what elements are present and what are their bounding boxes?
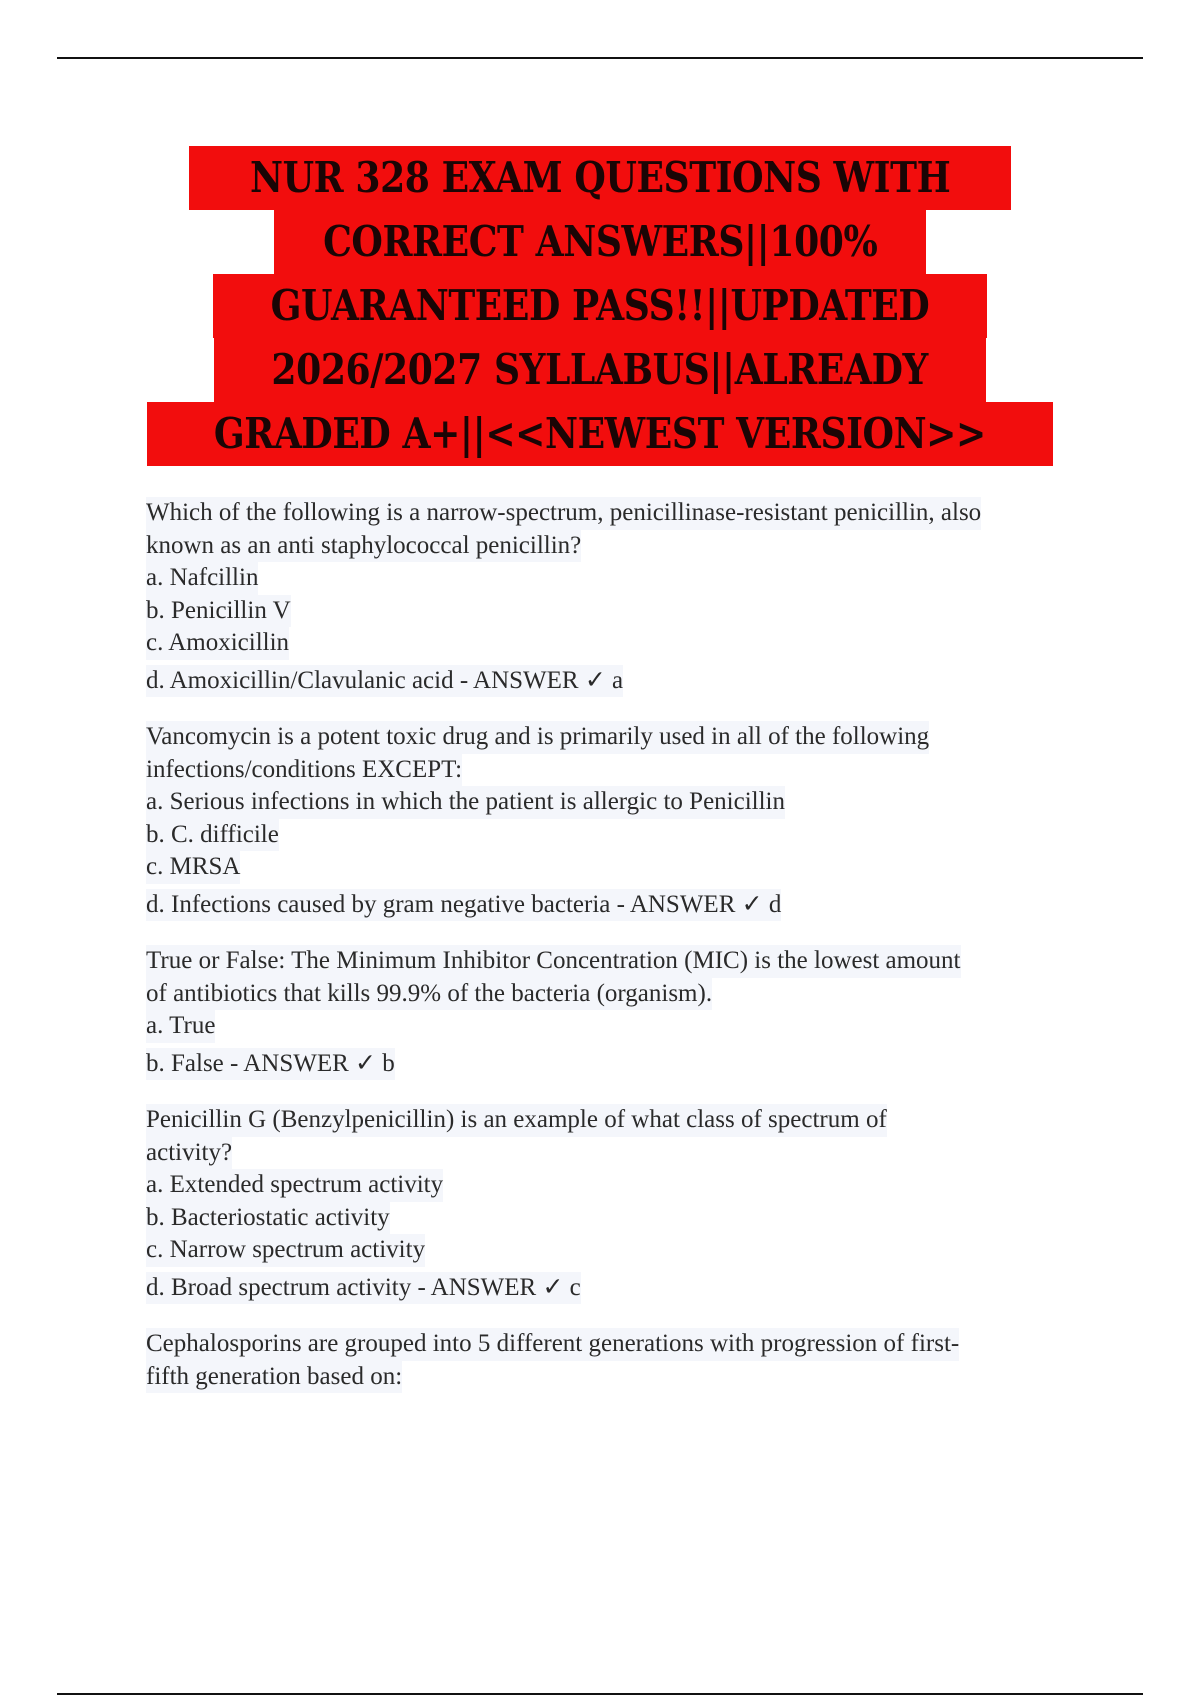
answer-option: a. Nafcillin <box>146 562 258 595</box>
question-block <box>146 497 1106 697</box>
answer-option-with-key: d. Amoxicillin/Clavulanic acid - ANSWER ✓ a <box>146 665 623 698</box>
title-line: GUARANTEED PASS!!||UPDATED <box>213 274 987 338</box>
answer-option: a. True <box>146 1010 215 1043</box>
question-stem-line: Penicillin G (Benzylpenicillin) is an example of what class of spectrum of <box>146 1104 887 1137</box>
question-stem-line: True or False: The Minimum Inhibitor Concentration (MIC) is the lowest amount <box>146 945 961 978</box>
answer-option: a. Extended spectrum activity <box>146 1169 443 1202</box>
question-stem-line: Cephalosporins are grouped into 5 different generations with progression of first- <box>146 1328 959 1361</box>
answer-option: c. Narrow spectrum activity <box>146 1234 425 1267</box>
title-line: 2026/2027 SYLLABUS||ALREADY <box>214 338 985 402</box>
answer-option: b. Penicillin V <box>146 595 291 628</box>
answer-option-with-key: b. False - ANSWER ✓ b <box>146 1048 395 1081</box>
question-block <box>146 721 1106 921</box>
question-block <box>146 1104 1106 1304</box>
answer-option: b. C. difficile <box>146 819 279 852</box>
question-stem-line: of antibiotics that kills 99.9% of the bacteria (organism). <box>146 978 712 1011</box>
top-rule <box>57 57 1143 59</box>
title-line: CORRECT ANSWERS||100% <box>274 210 927 274</box>
question-stem-line: infections/conditions EXCEPT: <box>146 754 462 787</box>
question-list <box>146 497 1106 1417</box>
title-line: GRADED A+||<<NEWEST VERSION>> <box>147 402 1053 466</box>
bottom-rule <box>57 1693 1143 1695</box>
document-title <box>60 146 1140 466</box>
question-block <box>146 945 1106 1080</box>
question-stem-line: Vancomycin is a potent toxic drug and is primarily used in all of the following <box>146 721 929 754</box>
answer-option-with-key: d. Infections caused by gram negative bacteria - ANSWER ✓ d <box>146 889 781 922</box>
answer-option: c. MRSA <box>146 851 240 884</box>
answer-option-with-key: d. Broad spectrum activity - ANSWER ✓ c <box>146 1272 581 1305</box>
answer-option: c. Amoxicillin <box>146 627 289 660</box>
title-line: NUR 328 EXAM QUESTIONS WITH <box>189 146 1011 210</box>
question-block <box>146 1328 1106 1393</box>
answer-option: a. Serious infections in which the patient is allergic to Penicillin <box>146 786 785 819</box>
question-stem-line: known as an anti staphylococcal penicillin? <box>146 530 581 563</box>
question-stem-line: fifth generation based on: <box>146 1361 402 1394</box>
question-stem-line: Which of the following is a narrow-spectrum, penicillinase-resistant penicillin, also <box>146 497 981 530</box>
answer-option: b. Bacteriostatic activity <box>146 1202 390 1235</box>
question-stem-line: activity? <box>146 1137 232 1170</box>
